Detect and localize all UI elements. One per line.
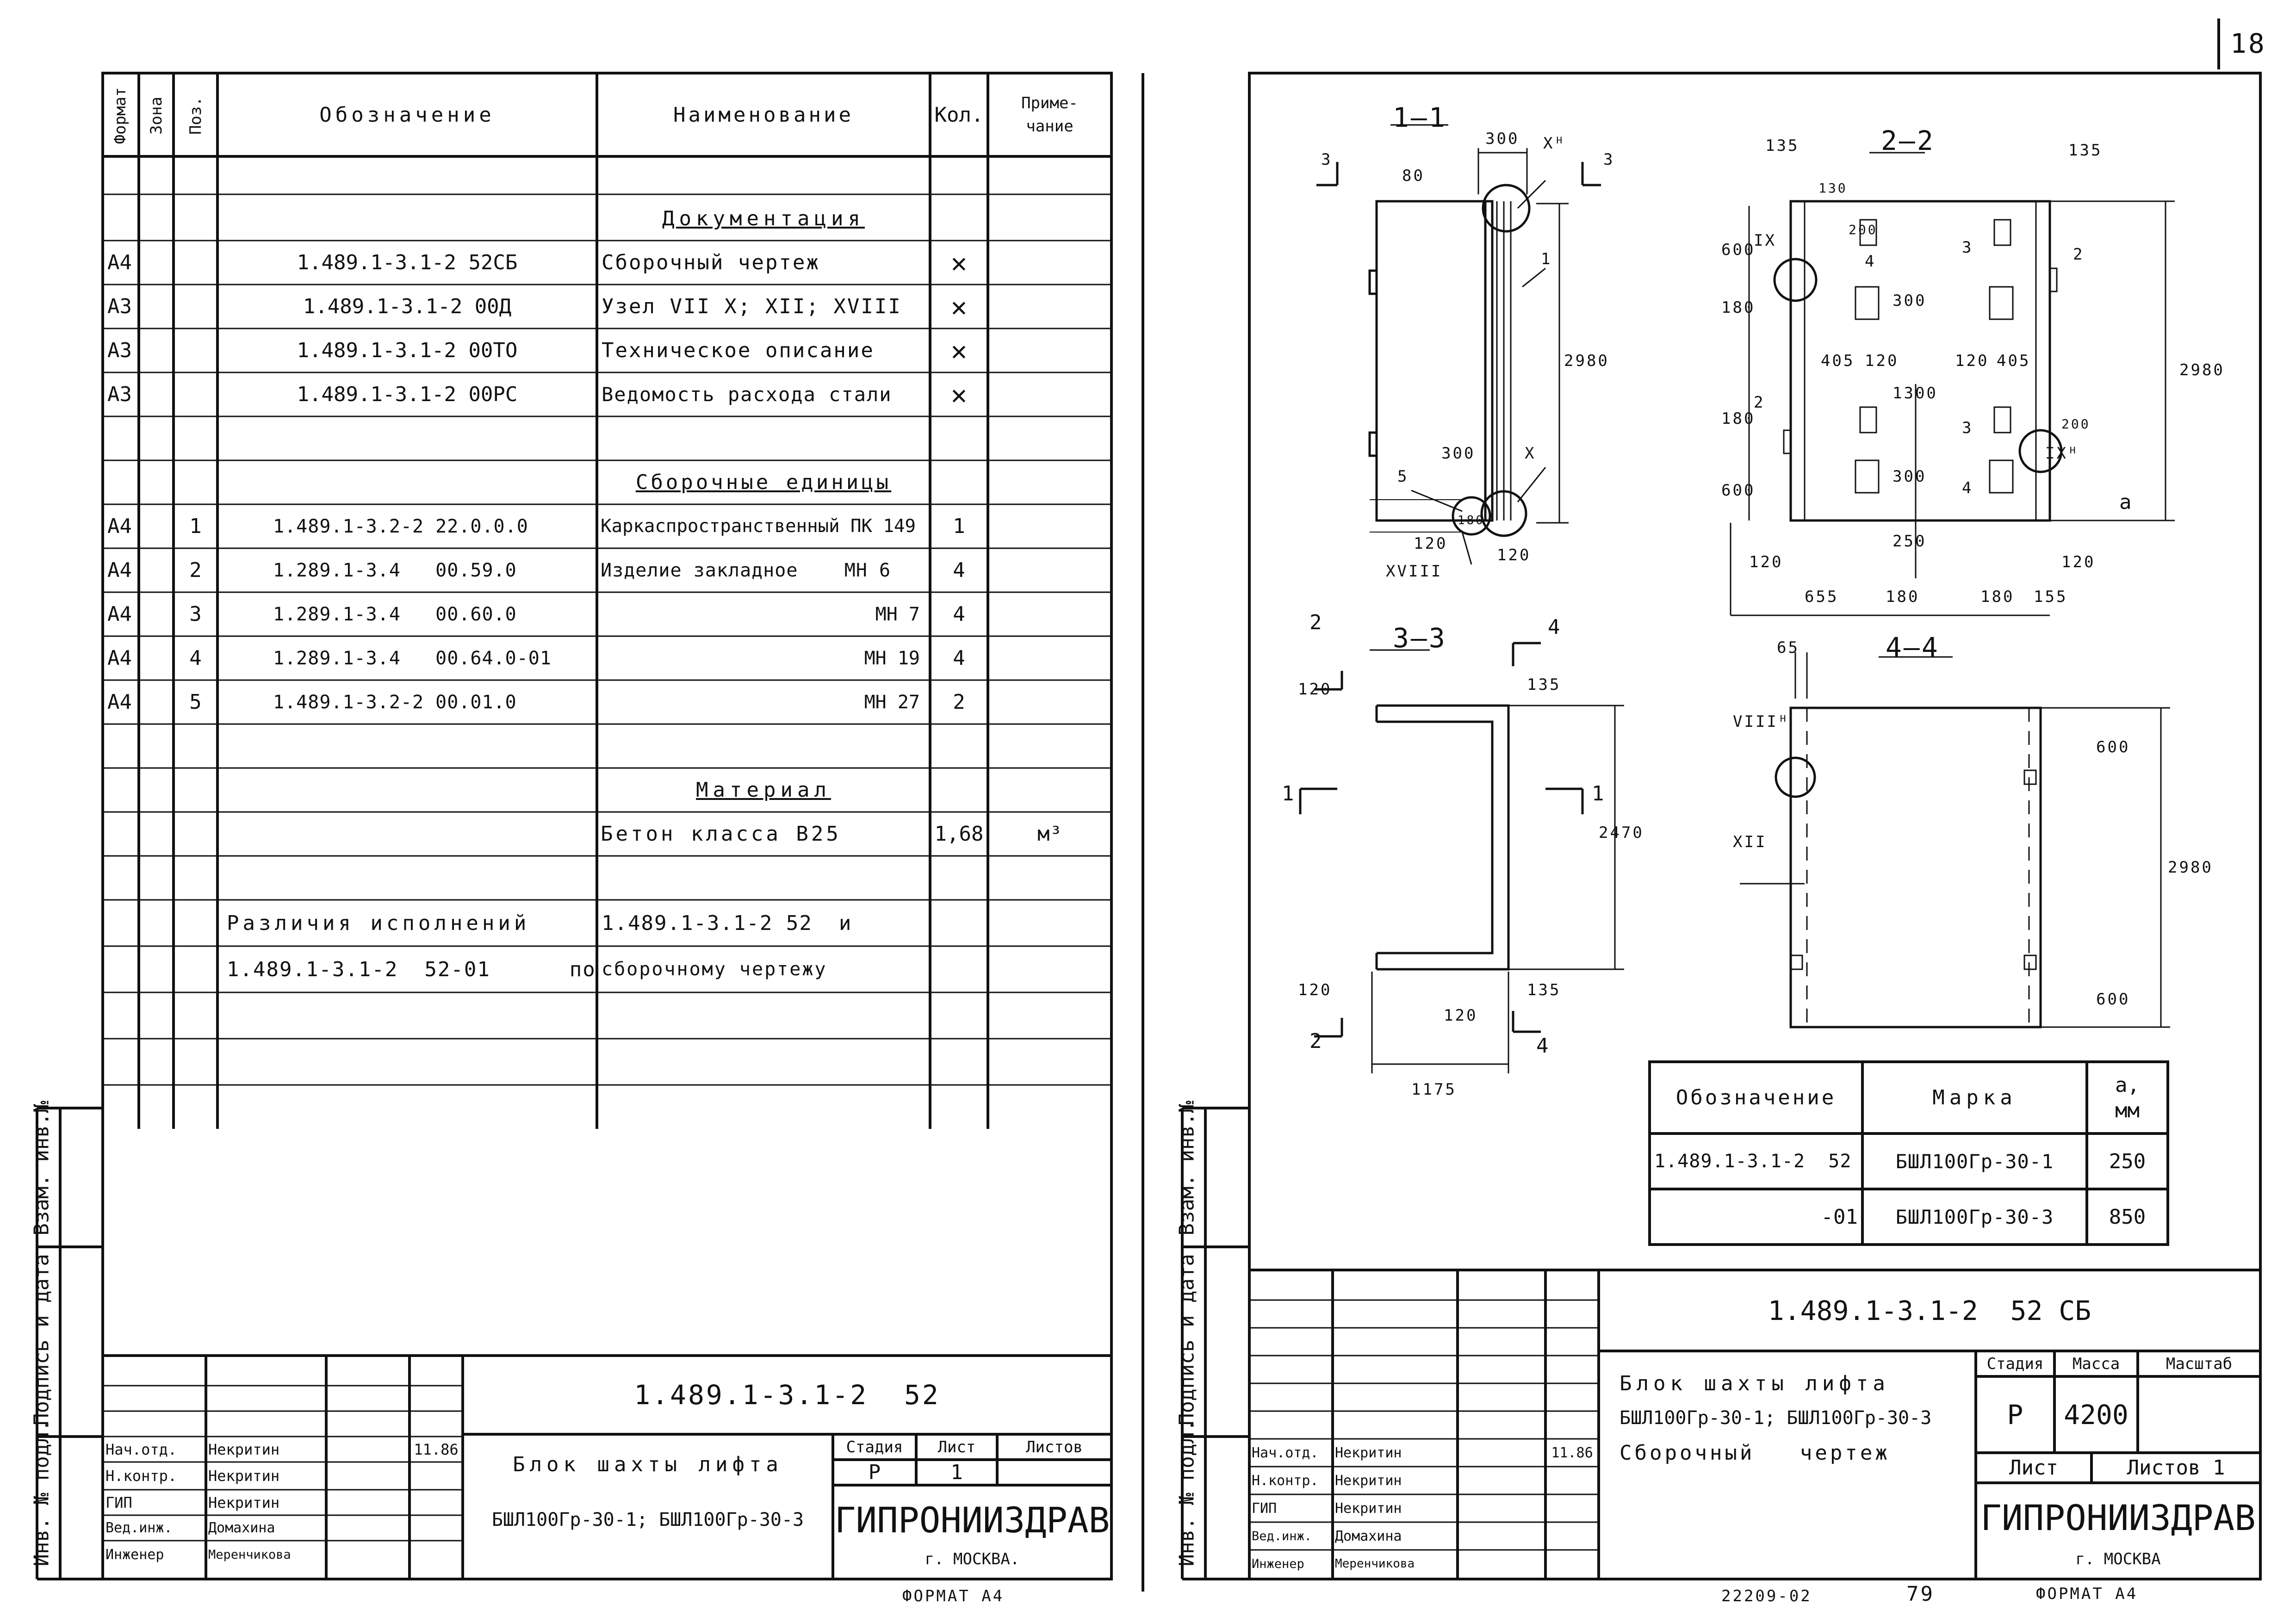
node-11-XVIII: ХVIII: [1386, 562, 1443, 581]
right-list-label: Лист: [2009, 1456, 2058, 1480]
section-label-1-1: 1—1: [1393, 102, 1447, 133]
unit-row-5-code: 1.489.1-3.2-2 00.01.0: [273, 691, 517, 713]
unit-row-5-format: А4: [107, 690, 132, 714]
node-22-IX: IX: [1754, 231, 1776, 250]
doc-row-3-format: А3: [107, 339, 132, 362]
dim-22-300a: 300: [1893, 291, 1927, 310]
unit-row-3-code: 1.289.1-3.4 00.60.0: [273, 603, 517, 625]
dim-22-120d: 120: [2061, 553, 2096, 571]
left-person-4-name: Домахина: [208, 1520, 275, 1536]
unit-row-1-code: 1.489.1-3.2-2 22.0.0.0: [273, 515, 528, 537]
left-org: ГИПРОНИИЗДРАВ: [834, 1499, 1110, 1541]
left-person-5-role: Инженер: [105, 1546, 164, 1563]
doc-row-1-kol: ✕: [951, 247, 967, 279]
dim-44-600a: 600: [2096, 738, 2130, 756]
right-massa-value: 4200: [2064, 1399, 2128, 1431]
unit-row-5-poz: 5: [189, 690, 202, 714]
right-title-code: 1.489.1-3.1-2 52 СБ: [1768, 1295, 2091, 1326]
left-listov-label: Листов: [1026, 1437, 1083, 1456]
unit-row-5-name: МН 27: [864, 691, 920, 713]
pos-11-5: 5: [1397, 467, 1409, 486]
unit-row-2-format: А4: [107, 558, 132, 582]
left-city: г. МОСКВА.: [925, 1550, 1020, 1568]
left-bottom-format: ФОРМАТ А4: [902, 1587, 1005, 1605]
right-person-4-name: Домахина: [1335, 1528, 1402, 1544]
left-title-line2: БШЛ100Гр-30-1; БШЛ100Гр-30-3: [491, 1509, 804, 1530]
mark-header-oboz: Обозначение: [1675, 1086, 1837, 1109]
right-bottom-code: 22209-02: [1721, 1587, 1812, 1605]
node-11-XH: Хᴴ: [1543, 134, 1566, 153]
p-22-2a: 2: [2073, 245, 2085, 264]
dim-11-2980: 2980: [1564, 352, 1609, 370]
dim-44-2980: 2980: [2168, 858, 2213, 877]
mark-row-2-marka: БШЛ100Гр-30-3: [1895, 1205, 2054, 1228]
node-22-IXH: IXᴴ: [2045, 444, 2079, 463]
spec-section-docs: Документация: [662, 207, 865, 230]
view-2-2: [1731, 153, 2175, 615]
right-bottom-page: 79: [1906, 1582, 1935, 1606]
unit-row-3-kol: 4: [953, 602, 965, 626]
dim-11-180: 180: [1458, 514, 1485, 527]
right-person-3-name: Некритин: [1335, 1500, 1402, 1517]
unit-row-3-poz: 3: [189, 602, 202, 626]
dim-11-300a: 300: [1485, 130, 1520, 148]
dim-22-300b: 300: [1893, 467, 1927, 486]
p-22-4a: 4: [1865, 252, 1876, 271]
diff-line2-left: 1.489.1-3.1-2 52-01 по: [227, 957, 596, 981]
left-person-1-role: Нач.отд.: [105, 1440, 177, 1458]
dim-22-120a: 120: [1865, 352, 1899, 370]
dim-11-120: 120: [1414, 534, 1448, 553]
unit-row-4-name: МН 19: [864, 647, 920, 669]
right-org: ГИПРОНИИЗДРАВ: [1980, 1497, 2256, 1538]
cut-33-1b: 1: [1592, 782, 1606, 805]
dim-11-80: 80: [1402, 167, 1425, 185]
left-stadia-value: Р: [868, 1461, 881, 1484]
sheet-number: 18: [2230, 28, 2266, 59]
doc-row-3-code: 1.489.1-3.1-2 00ТО: [297, 339, 518, 362]
dim-22-250: 250: [1893, 532, 1927, 551]
diff-line1-right: 1.489.1-3.1-2 52 и: [602, 911, 852, 935]
doc-row-1-format: А4: [107, 251, 132, 274]
unit-row-3-name: МН 7: [875, 603, 920, 625]
unit-row-1-kol: 1: [953, 514, 965, 538]
material-kol: 1,68: [934, 822, 984, 846]
unit-row-2-code: 1.289.1-3.4 00.59.0: [273, 559, 517, 581]
dim-22-180d: 180: [1980, 588, 2015, 606]
unit-row-5-kol: 2: [953, 690, 965, 714]
right-person-4-role: Вед.инж.: [1252, 1529, 1312, 1543]
unit-row-4-kol: 4: [953, 646, 965, 670]
mark-row-1-marka: БШЛ100Гр-30-1: [1895, 1150, 2054, 1173]
dim-22-135b: 135: [2068, 141, 2103, 160]
spec-header-naimenovanie: Наименование: [673, 103, 854, 127]
dim-22-180c: 180: [1886, 588, 1920, 606]
material-prim: м³: [1037, 822, 1062, 846]
doc-row-4-kol: ✕: [951, 378, 967, 410]
spec-section-units: Сборочные единицы: [635, 471, 892, 494]
doc-row-1-name: Сборочный чертеж: [602, 251, 820, 274]
side-label-vzam-inv: Взам. инв.№: [30, 1101, 54, 1236]
right-person-2-role: Н.контр.: [1252, 1472, 1319, 1489]
right-title-line1: Блок шахты лифта: [1620, 1371, 1890, 1395]
dim-33-120a: 120: [1298, 680, 1332, 699]
dim-33-1175: 1175: [1411, 1080, 1457, 1099]
mark-row-1-oboz: 1.489.1-3.1-2 52: [1654, 1151, 1852, 1172]
dim-22-a: а: [2119, 490, 2134, 514]
right-stadia-label: Стадия: [1986, 1354, 2044, 1373]
dim-22-600b: 600: [1721, 481, 1756, 500]
doc-row-3-name: Техническое описание: [602, 339, 875, 362]
right-bottom-format: ФОРМАТ А4: [2036, 1585, 2138, 1603]
dim-22-1300: 1300: [1893, 384, 1938, 403]
dim-11-120b: 120: [1497, 546, 1531, 564]
spec-header-format: Формат: [111, 87, 130, 144]
cut-33-2a: 2: [1309, 611, 1324, 634]
right-stadia-value: Р: [2007, 1399, 2023, 1431]
doc-row-2-code: 1.489.1-3.1-2 00Д: [303, 295, 512, 318]
unit-row-3-format: А4: [107, 602, 132, 626]
dim-22-120b: 120: [1955, 352, 1989, 370]
left-person-2-role: Н.контр.: [105, 1467, 177, 1485]
left-stadia-label: Стадия: [846, 1437, 903, 1456]
dim-33-135b: 135: [1527, 981, 1561, 999]
spec-header-zona: Зона: [147, 97, 166, 135]
right-person-2-name: Некритин: [1335, 1472, 1402, 1489]
cut-33-2b: 2: [1309, 1029, 1324, 1053]
node-44-XII: XII: [1733, 833, 1767, 851]
right-massa-label: Масса: [2072, 1354, 2120, 1373]
side-label-inv-podl-right: Инв. № подл.: [1175, 1419, 1199, 1567]
spec-header-primechanie: Приме-чание: [1021, 94, 1078, 136]
dim-22-405b: 405: [1997, 352, 2031, 370]
spec-section-material: Материал: [696, 778, 831, 802]
left-title-code: 1.489.1-3.1-2 52: [634, 1379, 940, 1411]
dim-22-130: 130: [1818, 180, 1848, 196]
cut-33-4a: 4: [1548, 615, 1562, 639]
view-4-4: [1740, 652, 2170, 1027]
right-person-1-date: 11.86: [1551, 1444, 1593, 1461]
left-person-2-name: Некритин: [208, 1467, 280, 1485]
side-label-podpis-data-right: Подпись и дата: [1175, 1254, 1199, 1425]
left-person-4-role: Вед.инж.: [105, 1520, 173, 1536]
unit-row-4-format: А4: [107, 646, 132, 670]
doc-row-4-code: 1.489.1-3.1-2 00РС: [297, 383, 518, 406]
left-list-value: 1: [950, 1461, 963, 1484]
mark-row-1-a: 250: [2109, 1149, 2146, 1173]
pos-11-1: 1: [1541, 250, 1552, 268]
unit-row-2-kol: 4: [953, 558, 965, 582]
unit-row-2-poz: 2: [189, 558, 202, 582]
dim-33-120b: 120: [1298, 981, 1332, 999]
right-masshtab-label: Масштаб: [2166, 1354, 2233, 1373]
dim-44-65: 65: [1777, 638, 1800, 657]
left-person-5-name: Меренчикова: [208, 1547, 291, 1562]
right-person-5-name: Меренчикова: [1335, 1557, 1415, 1571]
dim-22-120c: 120: [1749, 553, 1783, 571]
p-22-2b: 2: [1754, 393, 1765, 412]
dim-33-120c: 120: [1444, 1006, 1478, 1025]
left-title-line1: Блок шахты лифта: [513, 1452, 783, 1476]
cut-33-4b: 4: [1536, 1034, 1551, 1058]
left-list-label: Лист: [937, 1437, 976, 1456]
right-masshtab-value: [2138, 1376, 2260, 1453]
doc-row-2-name: Узел VII X; XII; XVIII: [602, 295, 902, 318]
mark-header-marka: Марка: [1932, 1086, 2017, 1109]
node-44-VIIIH: VIIIᴴ: [1733, 712, 1790, 731]
cut-11-3b: 3: [1603, 150, 1615, 169]
dim-22-2980: 2980: [2179, 361, 2225, 379]
section-label-2-2: 2—2: [1881, 125, 1935, 156]
left-person-3-name: Некритин: [208, 1493, 280, 1511]
mark-row-2-a: 850: [2109, 1205, 2146, 1229]
p-22-3b: 3: [1962, 419, 1973, 437]
dim-22-200b: 200: [2061, 416, 2091, 432]
right-person-1-role: Нач.отд.: [1252, 1444, 1319, 1461]
doc-row-2-format: А3: [107, 295, 132, 318]
right-person-3-role: ГИП: [1252, 1500, 1277, 1517]
p-22-3a: 3: [1962, 238, 1973, 257]
unit-row-1-format: А4: [107, 514, 132, 538]
unit-row-1-poz: 1: [189, 514, 202, 538]
dim-22-405a: 405: [1821, 352, 1855, 370]
side-label-vzam-inv-right: Взам. инв.№: [1175, 1101, 1199, 1236]
cut-33-1a: 1: [1282, 782, 1296, 805]
unit-row-4-code: 1.289.1-3.4 00.64.0-01: [273, 647, 552, 669]
right-person-5-role: Инженер: [1252, 1556, 1304, 1571]
dim-22-135a: 135: [1765, 136, 1800, 155]
spec-header-kol: Кол.: [934, 103, 984, 127]
side-label-podpis-data: Подпись и дата: [30, 1254, 54, 1425]
right-title-line3: Сборочный чертеж: [1620, 1441, 1890, 1465]
left-listov-value: [997, 1460, 1111, 1485]
view-1-1: [1316, 125, 1601, 564]
dim-22-180a: 180: [1721, 298, 1756, 317]
dim-44-600b: 600: [2096, 990, 2130, 1009]
dim-22-600a: 600: [1721, 241, 1756, 259]
dim-33-135a: 135: [1527, 675, 1561, 694]
spec-header-oboznachenie: Обозначение: [319, 103, 495, 127]
right-listov-label: Листов 1: [2127, 1456, 2225, 1480]
node-11-X: Х: [1525, 444, 1536, 463]
doc-row-4-format: А3: [107, 383, 132, 406]
mark-row-2-oboz: -01: [1821, 1205, 1858, 1229]
right-city: г. МОСКВА: [2075, 1550, 2161, 1568]
dim-22-180b: 180: [1721, 409, 1756, 428]
doc-row-1-code: 1.489.1-3.1-2 52СБ: [297, 251, 518, 274]
spec-header-poz: Поз.: [186, 97, 205, 135]
section-label-3-3: 3—3: [1393, 622, 1447, 654]
dim-22-200a: 200: [1849, 222, 1878, 237]
unit-row-2-name: Изделие закладное МН 6: [601, 559, 891, 581]
diff-line2-right: сборочному чертежу: [602, 959, 827, 980]
dim-33-2470: 2470: [1599, 824, 1644, 842]
dim-11-300b: 300: [1441, 444, 1476, 463]
doc-row-2-kol: ✕: [951, 291, 967, 322]
doc-row-4-name: Ведомость расхода стали: [602, 383, 892, 406]
unit-row-1-name: Каркаспространственный ПК 149: [601, 516, 916, 537]
material-name: Бетон класса В25: [601, 822, 841, 846]
p-22-4b: 4: [1962, 479, 1973, 497]
left-person-1-date: 11.86: [414, 1440, 459, 1458]
side-label-inv-podl: Инв. № подл.: [30, 1419, 54, 1567]
dim-22-655: 655: [1805, 588, 1839, 606]
right-title-line2: БШЛ100Гр-30-1; БШЛ100Гр-30-3: [1620, 1407, 1932, 1429]
right-person-1-name: Некритин: [1335, 1444, 1402, 1461]
left-person-1-name: Некритин: [208, 1440, 280, 1458]
section-label-4-4: 4—4: [1886, 632, 1940, 663]
unit-row-4-poz: 4: [189, 646, 202, 670]
cut-11-3a: 3: [1321, 150, 1333, 169]
dim-22-155: 155: [2034, 588, 2068, 606]
diff-line1-left: Различия исполнений: [227, 911, 530, 935]
doc-row-3-kol: ✕: [951, 335, 967, 366]
left-person-3-role: ГИП: [105, 1493, 132, 1511]
mark-header-a: а, мм: [2115, 1073, 2140, 1122]
